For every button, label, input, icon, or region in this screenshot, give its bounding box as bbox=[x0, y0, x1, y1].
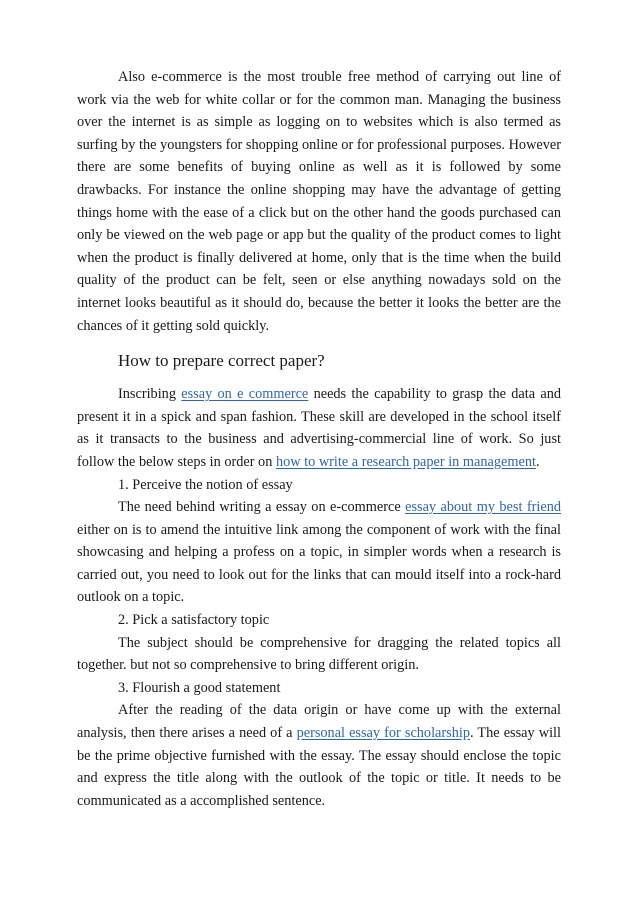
intro-paragraph: Also e-commerce is the most trouble free method of carrying out line of work via the web for white collar or for the common man. Managing the business over the internet is as simple as logging on to websites which is also termed as surfing by the youngsters for shopping online or for professional purposes. However there are some benefits of buying online as well as it is followed by some drawbacks. For instance the online shopping may have the advantage of getting things home with the ease of a click but on the other hand the goods purchased can only be viewed on the web page or app but the quality of the product comes to light when the product is finally delivered at home, only that is the time when the build quality of the product can be felt, seen or else anything nowadays sold on the internet looks beautiful as it should do, because the better it looks the better are the chances of it getting sold quickly. bbox=[77, 69, 561, 334]
step-3-paragraph bbox=[77, 699, 561, 812]
personal-essay-for-scholarship-link[interactable]: personal essay for scholarship bbox=[296, 725, 470, 742]
step-2-title: 2. Pick a satisfactory topic bbox=[118, 612, 270, 629]
text-run: Inscribing bbox=[118, 386, 182, 403]
section-intro-paragraph bbox=[77, 383, 561, 473]
text-run: . bbox=[535, 453, 540, 470]
step-3-title: 3. Flourish a good statement bbox=[118, 679, 281, 696]
step-1-title: 1. Perceive the notion of essay bbox=[118, 476, 293, 493]
essay-about-my-best-friend-link[interactable]: essay about my best friend bbox=[405, 499, 561, 516]
section-heading: How to prepare correct paper? bbox=[118, 351, 325, 371]
step-2-paragraph: The subject should be comprehensive for dragging the related topics all together. but not so comprehensive to bring different origin. bbox=[77, 634, 561, 674]
document-page bbox=[77, 66, 561, 812]
text-run: . The essay will be the prime objective furnished with the essay. The essay should enclose the topic and express the title along with the outlook of the topic or title. It needs to be communicated as a accomplished sentence. bbox=[77, 725, 561, 809]
text-run: The need behind writing a essay on e-commerce bbox=[118, 499, 406, 516]
research-paper-in-management-link[interactable]: how to write a research paper in management bbox=[275, 453, 536, 470]
step-1-paragraph bbox=[77, 496, 561, 609]
essay-on-e-commerce-link[interactable]: essay on e commerce bbox=[181, 386, 309, 403]
text-run: After the reading of the data origin or have come up with the external analysis, then there arises a need of a bbox=[77, 702, 561, 742]
text-run: needs the capability to grasp the data and present it in a spick and span fashion. These skill are developed in the school itself as it transacts to the business and advertising-commercial line of work. So just follow the below steps in order on bbox=[77, 386, 561, 470]
text-run: either on is to amend the intuitive link among the component of work with the final showcasing and helping a profess on a topic, in simpler words when a research is carried out, you need to look out for the links that can mould itself into a rock-hard outlook on a topic. bbox=[77, 521, 561, 606]
